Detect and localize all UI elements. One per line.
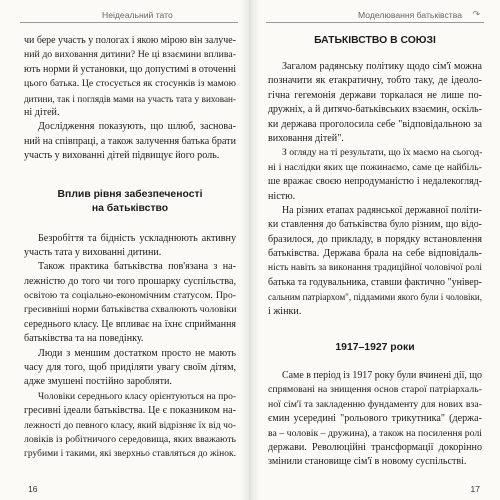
text-line: ки ставлення до батьківства було різним, що відо- — [268, 219, 482, 231]
text-line: дружніх, а й дитячо-батьківських взаємин, оскіль- — [268, 104, 482, 116]
text-line: спрямовані на знищення основ старої патріархаль- — [268, 384, 482, 396]
left-body-text — [24, 34, 236, 462]
text-line: ністю. — [268, 190, 296, 202]
text-line: Люди з меншим достатком просто не мають — [38, 347, 236, 359]
left-page — [0, 0, 246, 500]
text-line: цього батька. Це стосується як стосунків із мамою — [24, 78, 236, 90]
spacer — [268, 355, 482, 369]
text-line: позначити як етакратичну, тобто таку, де ідеоло- — [268, 75, 482, 87]
text-line: ність навіть за виконання традиційної чоловічої ролі — [268, 263, 482, 274]
page-number: 17 — [470, 484, 480, 494]
section-heading: на батьківство — [91, 202, 169, 214]
spacer — [268, 319, 482, 341]
text-line: грубими і такими, які зверхньо ставляться до жінок. — [24, 449, 236, 460]
running-head — [266, 10, 482, 24]
text-line: чи бере участь у пологах і якою мірою він залуче- — [24, 35, 236, 46]
text-line: держави. Революційні трансформації докорінно — [268, 441, 482, 453]
text-line: адже змушені постійно заробляти. — [24, 376, 172, 388]
right-body-text — [268, 34, 482, 470]
text-line: ний до виховання дитини? Не ці взаємини вплива- — [24, 49, 236, 61]
section-heading: БАТЬКІВСТВО В СОЮЗІ — [314, 35, 436, 46]
text-line: часу для того, щоб приділяти увагу своїм дітям, — [24, 362, 236, 374]
text-line: Також практика батьківства пов'язана з на- — [38, 261, 236, 273]
running-head — [24, 10, 238, 24]
text-line: лежністю до того чи того прошарку суспільства, — [24, 275, 236, 287]
text-line: Чоловіки середнього класу орієнтуються на про- — [38, 391, 236, 402]
text-line: ше вражає своєю непродуманістю і недалекогляд- — [268, 176, 482, 188]
text-line: середнього класу. Це впливає на їхнє сприймання — [24, 318, 236, 330]
text-line: ють норми й установки, що допустимі в оточенні — [24, 63, 237, 75]
text-line: батьківства. Держава брала на себе відповідаль- — [268, 248, 482, 260]
text-line: Саме в період із 1917 року були вчинені дії, що — [282, 370, 482, 382]
page-number: 16 — [28, 484, 38, 494]
text-line: З огляду на ті результати, що їх маємо на сьогод- — [282, 147, 483, 159]
text-line: ний на співпраці, а також залучення батька брати — [24, 135, 236, 147]
text-line: сальним патріархом", піддамими якого були і чоловіки, — [268, 292, 482, 303]
text-line: бразилося, до прикладу, в порядку встановлення — [268, 233, 482, 245]
text-line: ловіків із робітничого середовища, яких вважають — [24, 433, 236, 445]
running-head-title: Неідеальний тато — [102, 10, 173, 20]
text-line: ні дітей. — [24, 106, 60, 118]
text-line: ки держава проголосила себе "відповідальною за — [268, 118, 482, 130]
text-line: гічна гегемонія держави торкалася не лише по- — [268, 89, 482, 101]
right-page — [254, 0, 500, 500]
spacer — [24, 164, 236, 188]
text-line: ємин усередині "рольового трикутника" (держа- — [268, 413, 482, 425]
section-heading: 1917–1927 роки — [335, 342, 415, 354]
text-line: участь тата у вихованні дитини. — [24, 246, 162, 258]
text-line: участь у вихованні дітей підвищує його роль. — [24, 150, 220, 162]
text-line: освітою та соціально-економічним статусом. Про- — [24, 290, 236, 302]
section-heading: Вплив рівня забезпеченості — [57, 188, 203, 200]
text-line: змінили становище сім'ї в новому суспільстві. — [268, 456, 467, 468]
text-line: гресивні ідеали батьківства. Це є показником на- — [24, 405, 236, 417]
text-line: ні і наслідки яких ще пожинаємо, саме це найбіль- — [268, 161, 482, 173]
text-line: батька та годувальника, ставши фактично "універ- — [268, 276, 482, 288]
text-line: Загалом радянську політику щодо сім'ї можна — [282, 61, 482, 72]
text-line: На різних етапах радянської державної політи- — [282, 204, 482, 216]
text-line: лежності до певного класу, який відрізняє їх від чо- — [24, 419, 236, 431]
text-line: гресивніші норми батьківства схвалюють чоловіки — [24, 304, 237, 316]
spacer — [268, 48, 482, 60]
text-line: ної сім'ї та закладенню фундаменту для нових вза- — [268, 398, 482, 410]
text-line: Дослідження показують, що шлюб, засновa- — [38, 121, 236, 133]
text-line: ва – чоловік – дружина), а також на посилення ролі — [268, 427, 482, 439]
text-line: виховання дітей". — [268, 132, 344, 144]
text-line: батьківства та на поведінку. — [24, 333, 144, 345]
text-line: Безробіття та бідність ускладнюють активну — [38, 232, 236, 244]
text-line: дитини, так і поглядів мами на участь тата у вихован- — [24, 93, 236, 104]
running-head-title: Моделювання батьківства — [358, 10, 462, 20]
spacer — [24, 216, 236, 232]
text-line: і жінки. — [268, 305, 302, 317]
return-arrow-icon: ↷ — [472, 9, 480, 19]
